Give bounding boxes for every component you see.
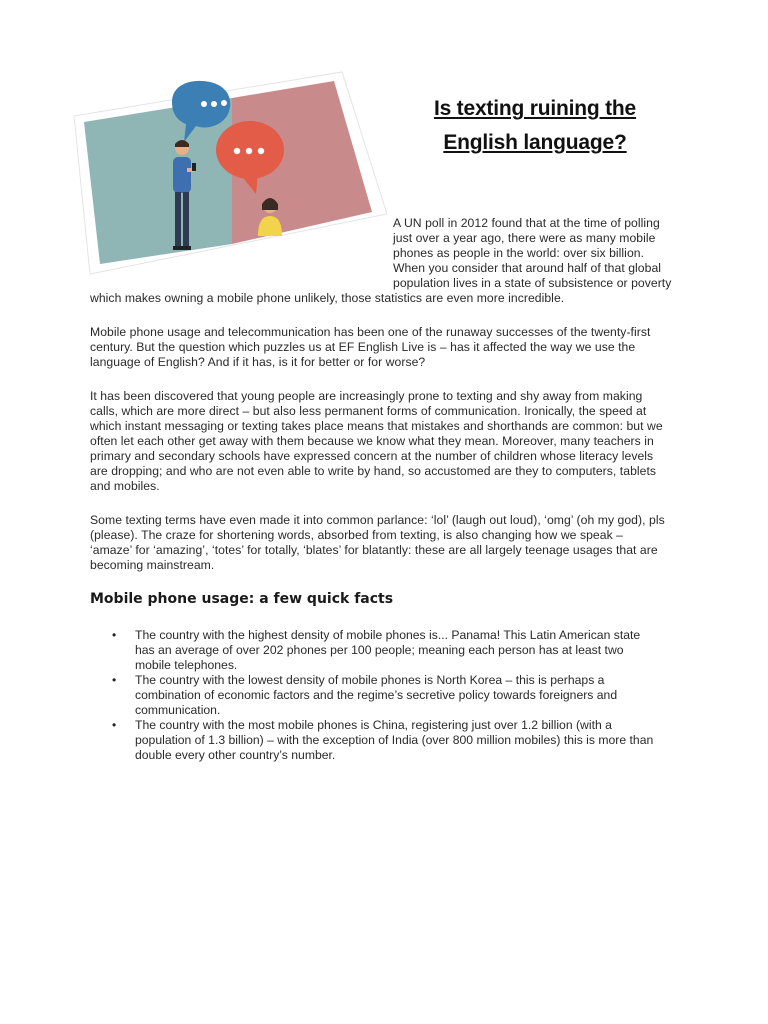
list-item-line: The country with the highest density of mobile phones is... Panama! This Latin American state (135, 628, 641, 642)
intro-paragraph (90, 216, 671, 306)
paragraph-line: becoming mainstream. (90, 558, 215, 572)
paragraph-line: (please). The craze for shortening words, absorbed from texting, is also changing how we speak – (90, 528, 623, 542)
paragraph-line: Mobile phone usage and telecommunication has been one of the runaway successes of the twenty-first (90, 325, 651, 339)
facts-list (90, 628, 690, 763)
list-item-line: mobile telephones. (135, 658, 238, 672)
title-line-2: English language? (443, 131, 627, 154)
paragraph-line: Some texting terms have even made it into common parlance: ‘lol’ (laugh out loud), ‘omg’ (oh my god), pls (90, 513, 665, 527)
paragraph-line: are dropping; and who are not even able to write by hand, so accustomed are they to computers, tablets (90, 464, 657, 478)
title-line-1: Is texting ruining the (433, 97, 637, 120)
bullet-icon: • (112, 628, 117, 642)
facts-heading: Mobile phone usage: a few quick facts (90, 591, 394, 607)
paragraph-line: which instant messaging or texting takes place means that mistakes and shorthands are common: but we (90, 419, 663, 433)
list-item (90, 673, 690, 718)
intro-line: phones as people in the world: over six billion. (393, 246, 645, 260)
paragraph-line: primary and secondary schools have expressed concern at the number of children whose literacy levels (90, 449, 654, 463)
list-item (90, 718, 690, 763)
list-item-line: combination of economic factors and the regime’s secretive policy towards foreigners and (135, 688, 618, 702)
bullet-icon: • (112, 718, 117, 732)
paragraph-line: language of English? And if it has, is it for better or for worse? (90, 355, 426, 369)
paragraph-line: calls, which are more direct – but also less permanent forms of communication. Ironically, the speed at (90, 404, 647, 418)
paragraph-line: century. But the question which puzzles us at EF English Live is – has it affected the way we use the (90, 340, 636, 354)
intro-line: population lives in a state of subsistence or poverty (393, 276, 672, 290)
list-item (90, 628, 690, 673)
paragraph-line: and mobiles. (90, 479, 160, 493)
intro-line: just over a year ago, there were as many mobile (393, 231, 656, 245)
list-item-line: communication. (135, 703, 221, 717)
list-item-line: population of 1.3 billion) – with the exception of India (over 800 million mobiles) this is more than (135, 733, 654, 747)
paragraph-texting-terms (90, 513, 665, 573)
paragraph-young-people (90, 389, 663, 494)
bullet-icon: • (112, 673, 117, 687)
list-item-line: double every other country’s number. (135, 748, 336, 762)
paragraph-line: ‘amaze’ for ‘amazing’, ‘totes’ for totally, ‘blates’ for blatantly: these are all largely teenage usages that are (90, 543, 658, 557)
page-title (380, 92, 690, 160)
paragraph-usage (90, 325, 650, 370)
list-item-line: The country with the lowest density of mobile phones is North Korea – this is perhaps a (135, 673, 605, 687)
intro-line: which makes owning a mobile phone unlikely, those statistics are even more incredible. (90, 291, 565, 305)
paragraph-line: It has been discovered that young people are increasingly prone to texting and shy away from making (90, 389, 643, 403)
list-item-line: has an average of over 202 phones per 100 people; meaning each person has at least two (135, 643, 624, 657)
intro-line: When you consider that around half of that global (393, 261, 662, 275)
intro-line: A UN poll in 2012 found that at the time of polling (393, 216, 660, 230)
list-item-line: The country with the most mobile phones is China, registering just over 1.2 billion (with a (135, 718, 612, 732)
paragraph-line: often let each other get away with them because we know what they mean. Moreover, many teachers in (90, 434, 654, 448)
